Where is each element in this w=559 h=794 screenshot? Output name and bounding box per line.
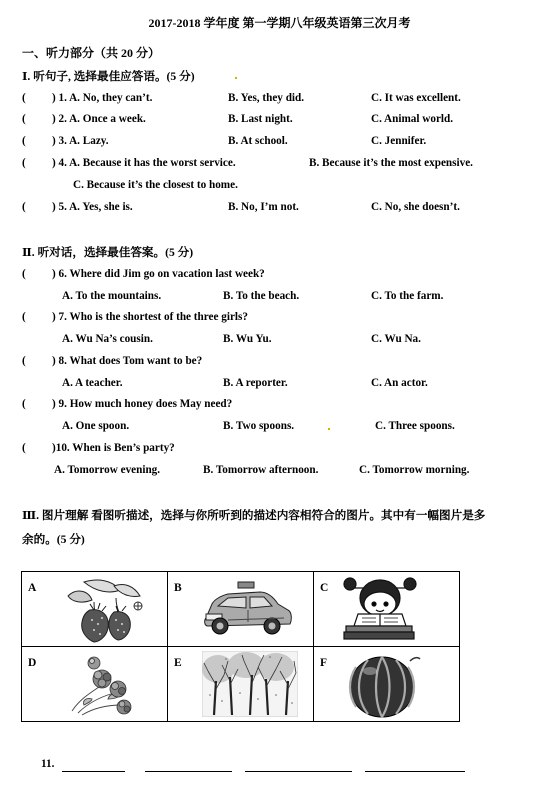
section-1-title: Ⅰ. 听句子, 选择最佳应答语。(5 分)	[22, 70, 195, 83]
option-b: B. No, I’m not.	[228, 201, 299, 213]
picture-label: B	[174, 582, 182, 594]
option-a: A. One spoon.	[62, 420, 130, 432]
answer-bracket: (	[22, 157, 26, 169]
question-9: ) 9. How much honey does May need?	[52, 398, 233, 410]
question-7: ) 7. Who is the shortest of the three girls?	[52, 311, 248, 323]
page-title: 2017-2018 学年度 第一学期八年级英语第三次月考	[148, 16, 411, 30]
picture-label: D	[28, 657, 37, 669]
strawberry-icon	[54, 576, 146, 644]
option-a: A. A teacher.	[62, 377, 123, 389]
answer-bracket: (	[22, 201, 26, 213]
option-b: B. Tomorrow afternoon.	[203, 464, 319, 476]
picture-table	[21, 571, 460, 722]
option-c: C. Wu Na.	[371, 333, 421, 345]
answer-number: 11.	[41, 758, 55, 770]
section-3-title-cont: 余的。(5 分)	[22, 533, 85, 546]
taxi-car-icon	[198, 580, 294, 640]
picture-cell-b	[168, 572, 314, 647]
section-2-title: Ⅱ. 听对话，选择最佳答案。(5 分)	[22, 246, 194, 259]
picture-cell-f	[314, 647, 460, 722]
answer-bracket: (	[22, 92, 26, 104]
option-b: B. To the beach.	[223, 290, 300, 302]
option-a: A. Wu Na’s cousin.	[62, 333, 153, 345]
option-b: B. A reporter.	[223, 377, 288, 389]
picture-label: E	[174, 657, 182, 669]
option-c: C. It was excellent.	[371, 92, 461, 104]
answer-blank[interactable]	[62, 771, 125, 772]
question-4: ) 4. A. Because it has the worst service.	[52, 157, 236, 169]
section-3-title: Ⅲ. 图片理解 看图听描述，选择与你所听到的描述内容相符合的图片。其中有一幅图片是多	[22, 509, 486, 522]
option-b: B. Wu Yu.	[223, 333, 272, 345]
picture-label: A	[28, 582, 37, 594]
picture-cell-c	[314, 572, 460, 647]
option-a: A. Tomorrow evening.	[54, 464, 161, 476]
stray-dot	[235, 77, 237, 79]
option-c: C. To the farm.	[371, 290, 444, 302]
answer-bracket: (	[22, 135, 26, 147]
answer-blank[interactable]	[365, 771, 465, 772]
option-a: A. To the mountains.	[62, 290, 162, 302]
reading-girl-icon	[340, 574, 426, 642]
question-2: ) 2. A. Once a week.	[52, 113, 146, 125]
option-c: C. An actor.	[371, 377, 428, 389]
picture-cell-a	[22, 572, 168, 647]
option-c: C. No, she doesn’t.	[371, 201, 460, 213]
winter-trees-icon	[202, 651, 298, 717]
flowers-icon	[52, 653, 142, 717]
answer-bracket: (	[22, 398, 26, 410]
option-b: B. Yes, they did.	[228, 92, 305, 104]
option-b: B. Two spoons.	[223, 420, 295, 432]
question-8: ) 8. What does Tom want to be?	[52, 355, 203, 367]
option-c: C. Jennifer.	[371, 135, 427, 147]
option-b: B. Because it’s the most expensive.	[309, 157, 473, 169]
option-c: C. Because it’s the closest to home.	[73, 179, 238, 191]
question-5: ) 5. A. Yes, she is.	[52, 201, 133, 213]
picture-label: C	[320, 582, 329, 594]
stray-dot	[328, 428, 330, 430]
picture-cell-d	[22, 647, 168, 722]
answer-bracket: (	[22, 442, 26, 454]
question-10: )10. When is Ben’s party?	[52, 442, 175, 454]
answer-bracket: (	[22, 311, 26, 323]
option-c: C. Three spoons.	[375, 420, 455, 432]
question-3: ) 3. A. Lazy.	[52, 135, 109, 147]
picture-label: F	[320, 657, 328, 669]
option-b: B. At school.	[228, 135, 288, 147]
answer-bracket: (	[22, 268, 26, 280]
answer-blank[interactable]	[245, 771, 352, 772]
question-6: ) 6. Where did Jim go on vacation last week?	[52, 268, 265, 280]
option-c: C. Tomorrow morning.	[359, 464, 470, 476]
answer-bracket: (	[22, 355, 26, 367]
answer-bracket: (	[22, 113, 26, 125]
picture-cell-e	[168, 647, 314, 722]
watermelon-icon	[344, 653, 424, 719]
option-b: B. Last night.	[228, 113, 293, 125]
question-1: ) 1. A. No, they can’t.	[52, 92, 153, 104]
part-heading: 一、听力部分（共 20 分）	[22, 46, 161, 60]
answer-blank[interactable]	[145, 771, 232, 772]
option-c: C. Animal world.	[371, 113, 454, 125]
